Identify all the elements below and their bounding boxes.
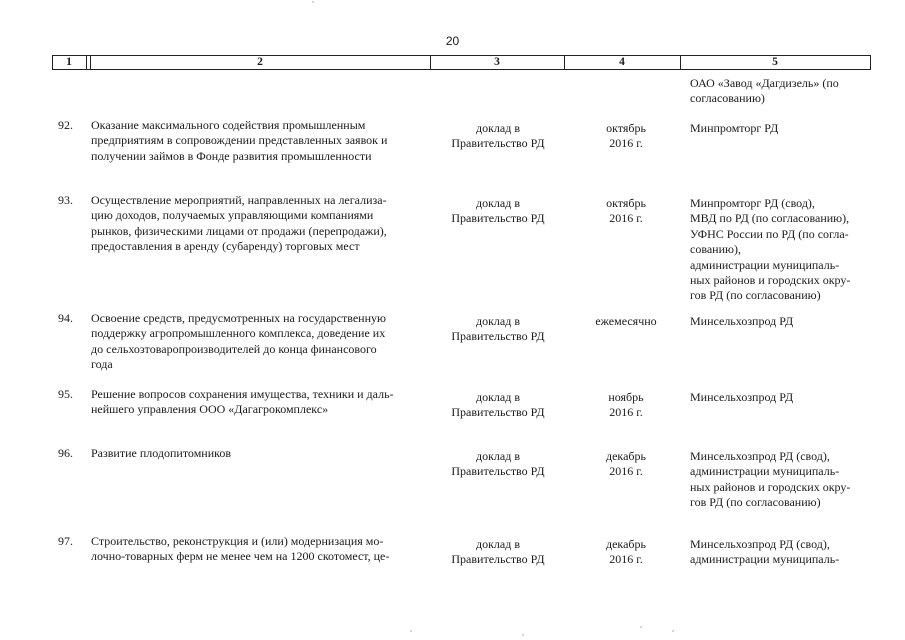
page-number: 20	[445, 34, 460, 48]
row-deadline: ежемесячно	[595, 314, 657, 328]
row-deadline: октябрь 2016 г.	[606, 196, 646, 226]
row-number: 97.	[58, 534, 73, 548]
row-responsible: Минсельхозпрод РД	[690, 314, 794, 328]
header-col-2: 2	[257, 56, 263, 68]
row-number: 92.	[58, 118, 73, 132]
row-deadline: декабрь 2016 г.	[606, 449, 646, 479]
row-responsible: Минпромторг РД (свод), МВД по РД (по согласованию), УФНС России по РД (по согла- сованию), администрации муниципаль- ных районов и городских окру- гов РД (по согласованию)	[690, 196, 851, 303]
table-header	[52, 55, 871, 69]
row-report-form: доклад в Правительство РД	[451, 314, 545, 344]
row-task: Решение вопросов сохранения имущества, техники и даль- нейшего управления ООО «Дагагрокомплекс»	[91, 387, 394, 417]
row-number: 94.	[58, 311, 73, 325]
row-report-form: доклад в Правительство РД	[451, 390, 545, 420]
row-responsible: Минсельхозпрод РД (свод), администрации муниципаль- ных районов и городских окру- гов РД (по согласованию)	[690, 449, 851, 510]
header-divider	[870, 55, 871, 69]
row-number: 93.	[58, 193, 73, 207]
row-report-form: доклад в Правительство РД	[451, 196, 545, 226]
row-responsible: Минсельхозпрод РД	[690, 390, 794, 404]
row-deadline: ноябрь 2016 г.	[608, 390, 644, 420]
header-col-4: 4	[619, 56, 625, 68]
row-task: Освоение средств, предусмотренных на государственную поддержку агропромышленного комплекса, доведение их до сельхозтоваропроизводителей до конца финансового года	[91, 311, 386, 372]
header-divider	[86, 55, 87, 69]
header-col-1: 1	[66, 56, 72, 68]
header-col-5: 5	[772, 56, 778, 68]
scan-speck	[672, 630, 674, 632]
row-responsible: Минпромторг РД	[690, 121, 779, 135]
row-task: Оказание максимального содействия промышленным предприятиям в сопровождении представленных заявок и получении займов в Фонде развития промышленности	[91, 118, 388, 163]
row-number: 96.	[58, 446, 73, 460]
row-task: Строительство, реконструкция и (или) модернизация мо- лочно-товарных ферм не менее чем на 1200 скотомест, це-	[91, 534, 390, 564]
row-deadline: октябрь 2016 г.	[606, 121, 646, 151]
row-report-form: доклад в Правительство РД	[451, 537, 545, 567]
row-deadline: декабрь 2016 г.	[606, 537, 646, 567]
scan-speck	[522, 634, 524, 636]
row-task: Развитие плодопитомников	[91, 446, 232, 460]
row-report-form: доклад в Правительство РД	[451, 121, 545, 151]
row-report-form: доклад в Правительство РД	[451, 449, 545, 479]
continuation-responsible: ОАО «Завод «Дагдизель» (по согласованию)	[690, 76, 839, 106]
row-task: Осуществление мероприятий, направленных на легализа- цию доходов, получаемых управляющими компаниями рынков, физическими лицами от продажи (перепродажи), предоставления в аренду (субаренду) торговых мест	[91, 193, 387, 254]
header-bottom-rule	[52, 69, 871, 70]
header-col-3: 3	[494, 56, 500, 68]
scan-speck	[312, 1, 314, 3]
scan-speck	[410, 630, 412, 632]
row-responsible: Минсельхозпрод РД (свод), администрации муниципаль-	[690, 537, 840, 567]
row-number: 95.	[58, 387, 73, 401]
scan-speck	[640, 626, 642, 628]
